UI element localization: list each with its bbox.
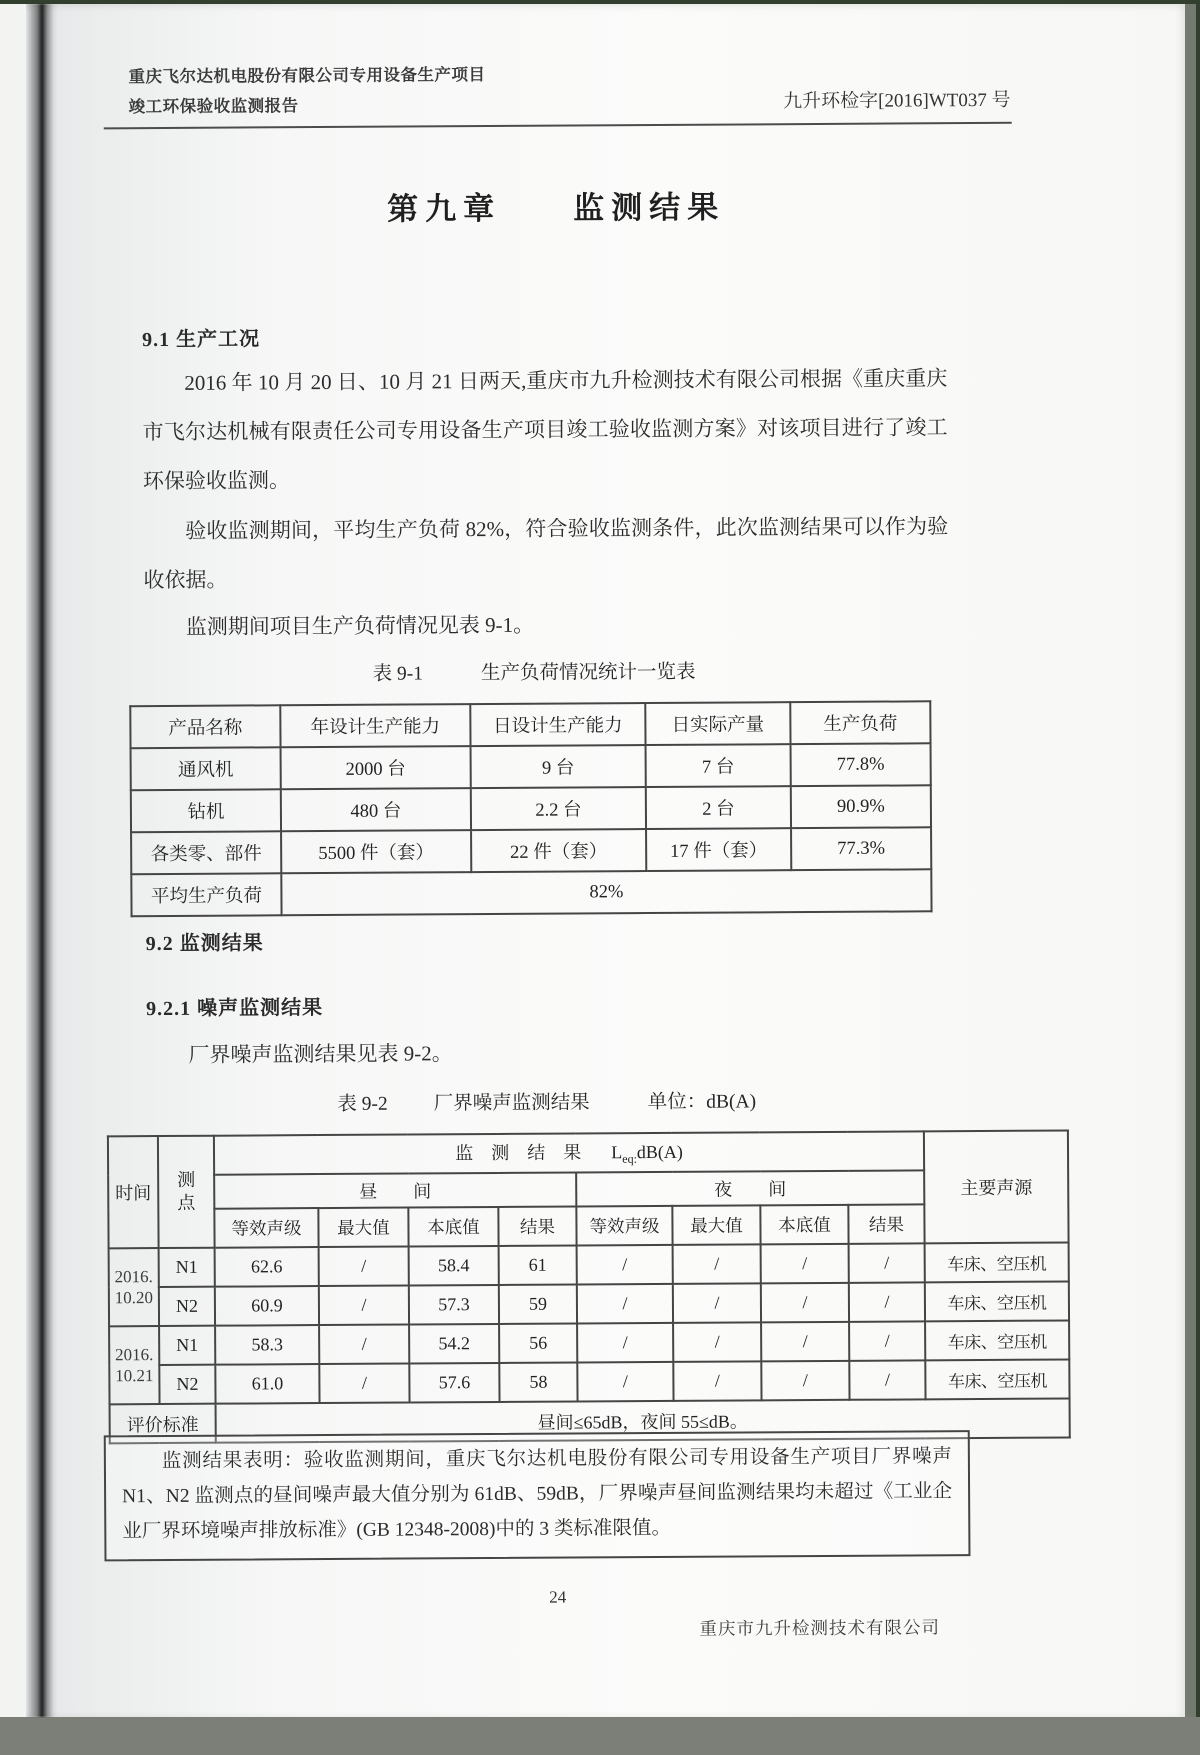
cell-annual: 2000 台 bbox=[281, 746, 471, 789]
section-9-1-paragraph-1: 2016 年 10 月 20 日、10 月 21 日两天,重庆市九升检测技术有限公司根据《重庆重庆市飞尔达机械有限责任公司专用设备生产项目竣工验收监测方案》对该项目进行了竣工环保验收监测。 bbox=[142, 366, 948, 494]
date-day: 10.20 bbox=[114, 1288, 154, 1308]
cell-night-background: / bbox=[761, 1283, 849, 1323]
cell-night-result: / bbox=[849, 1321, 925, 1360]
cell-daily-actual: 17 件（套） bbox=[646, 828, 791, 871]
cell-annual: 5500 件（套） bbox=[281, 830, 471, 873]
cell-standard-value: 昼间≤65dB，夜间 55≤dB。 bbox=[216, 1398, 1070, 1442]
paper-sheet bbox=[0, 4, 1185, 1717]
section-9-1-paragraph-3: 监测期间项目生产负荷情况见表 9-1。 bbox=[185, 612, 535, 639]
cell-annual: 480 台 bbox=[281, 788, 471, 831]
cell-day-max: / bbox=[319, 1286, 409, 1326]
subheader-day-background: 本底值 bbox=[408, 1207, 498, 1247]
cell-night-leq: / bbox=[577, 1362, 673, 1402]
header-daytime: 昼 间 bbox=[214, 1172, 576, 1208]
cell-daily-actual: 2 台 bbox=[646, 786, 791, 829]
header-project-title: 重庆飞尔达机电股份有限公司专用设备生产项目 bbox=[128, 65, 486, 87]
cell-day-background: 58.4 bbox=[409, 1246, 499, 1286]
cell-night-max: / bbox=[673, 1244, 761, 1284]
cell-day-max: / bbox=[319, 1364, 409, 1404]
scan-bottom-band bbox=[0, 1717, 1200, 1755]
cell-night-max: / bbox=[673, 1361, 761, 1401]
production-load-table bbox=[129, 700, 932, 917]
header-nighttime: 夜 间 bbox=[576, 1170, 924, 1206]
cell-day-background: 54.2 bbox=[409, 1324, 499, 1364]
header-main-source: 主要声源 bbox=[924, 1130, 1069, 1243]
cell-night-leq: / bbox=[577, 1245, 673, 1285]
table-9-2-caption bbox=[107, 1084, 987, 1117]
leq-label bbox=[611, 1142, 683, 1166]
subheader-day-leq: 等效声级 bbox=[214, 1208, 318, 1248]
conclusion-note-text: 监测结果表明：验收监测期间，重庆飞尔达机电股份有限公司专用设备生产项目厂界噪声 N1、N2 监测点的昼间噪声最大值分别为 61dB、59dB，厂界噪声昼间监测结果均未超过《工业企业厂界环境噪声排放标准》(GB 12348-2008)中的 3 类标准限值。 bbox=[122, 1446, 953, 1543]
header-report-title: 竣工环保验收监测报告 bbox=[128, 96, 299, 117]
cell-point: N1 bbox=[159, 1248, 215, 1287]
table-9-2-caption-label: 表 9-2 bbox=[337, 1093, 388, 1115]
header-results bbox=[214, 1131, 924, 1174]
table-9-1-caption bbox=[124, 654, 944, 687]
chapter-title bbox=[101, 180, 1011, 231]
table-9-2-caption-title: 厂界噪声监测结果 bbox=[433, 1092, 590, 1115]
cell-day-result: 59 bbox=[499, 1284, 577, 1323]
cell-day-max: / bbox=[319, 1325, 409, 1365]
cell-product: 各类零、部件 bbox=[131, 831, 281, 874]
subheader-day-result: 结果 bbox=[498, 1206, 576, 1245]
cell-load: 77.3% bbox=[791, 827, 931, 870]
cell-daily-actual: 7 台 bbox=[646, 744, 791, 787]
cell-day-leq: 58.3 bbox=[215, 1325, 319, 1365]
cell-night-background: / bbox=[761, 1322, 849, 1362]
cell-standard-label: 评价标准 bbox=[110, 1404, 216, 1444]
cell-load: 77.8% bbox=[791, 743, 931, 786]
page-number: 24 bbox=[549, 1587, 567, 1607]
header-divider bbox=[104, 122, 1012, 130]
cell-day-result: 61 bbox=[499, 1245, 577, 1284]
noise-header-row-1 bbox=[108, 1130, 1068, 1175]
column-header-load: 生产负荷 bbox=[790, 701, 930, 744]
cell-day-leq: 60.9 bbox=[215, 1286, 319, 1326]
cell-average-label: 平均生产负荷 bbox=[131, 873, 281, 916]
cell-source: 车床、空压机 bbox=[925, 1242, 1069, 1282]
noise-data-row bbox=[109, 1359, 1069, 1404]
leq-prefix: L bbox=[611, 1142, 623, 1163]
date-year: 2016. bbox=[114, 1266, 153, 1287]
subheader-day-max: 最大值 bbox=[318, 1208, 408, 1248]
table-row-average bbox=[131, 869, 931, 916]
header-doc-number: 九升环检字[2016]WT037 号 bbox=[783, 89, 1011, 113]
results-label: 监 测 结 果 bbox=[455, 1142, 582, 1164]
cell-night-result: / bbox=[849, 1282, 925, 1321]
cell-load: 90.9% bbox=[791, 785, 931, 828]
noise-monitoring-table bbox=[107, 1129, 1071, 1444]
cell-point: N1 bbox=[159, 1326, 215, 1365]
header-point bbox=[158, 1136, 215, 1248]
leq-subscript: eq: bbox=[622, 1151, 637, 1166]
cell-night-max: / bbox=[673, 1322, 761, 1362]
table-9-1-caption-label: 表 9-1 bbox=[372, 663, 424, 685]
cell-night-background: / bbox=[761, 1361, 849, 1401]
cell-night-leq: / bbox=[577, 1284, 673, 1324]
cell-day-result: 56 bbox=[499, 1323, 577, 1362]
cell-product: 钻机 bbox=[131, 789, 281, 832]
subheader-night-result: 结果 bbox=[848, 1204, 924, 1243]
table-9-1-caption-title: 生产负荷情况统计一览表 bbox=[480, 661, 696, 685]
chapter-name: 监测结果 bbox=[573, 189, 726, 226]
column-header-daily-capacity: 日设计生产能力 bbox=[470, 703, 645, 746]
noise-data-row bbox=[109, 1320, 1069, 1365]
table-9-2-caption-unit: 单位：dB(A) bbox=[647, 1091, 757, 1114]
column-header-product: 产品名称 bbox=[130, 705, 280, 748]
noise-data-row bbox=[109, 1242, 1069, 1287]
subheader-night-leq: 等效声级 bbox=[576, 1206, 672, 1246]
leq-suffix: dB(A) bbox=[636, 1142, 683, 1163]
cell-date bbox=[109, 1248, 159, 1326]
cell-product: 通风机 bbox=[131, 747, 281, 790]
column-header-annual-capacity: 年设计生产能力 bbox=[280, 704, 470, 747]
cell-night-leq: / bbox=[577, 1323, 673, 1363]
cell-average-value: 82% bbox=[281, 869, 931, 915]
cell-source: 车床、空压机 bbox=[925, 1320, 1069, 1360]
section-9-2-1-paragraph: 厂界噪声监测结果见表 9-2。 bbox=[188, 1041, 453, 1067]
cell-date bbox=[109, 1326, 159, 1404]
table-header-row bbox=[130, 701, 930, 748]
cell-day-max: / bbox=[319, 1247, 409, 1287]
cell-point: N2 bbox=[159, 1365, 215, 1404]
cell-night-result: / bbox=[849, 1243, 925, 1282]
cell-source: 车床、空压机 bbox=[925, 1281, 1069, 1321]
cell-point: N2 bbox=[159, 1287, 215, 1326]
header-point-label: 测点 bbox=[177, 1169, 196, 1213]
cell-night-background: / bbox=[761, 1244, 849, 1284]
date-year: 2016. bbox=[115, 1344, 154, 1365]
section-9-1-paragraph-2: 验收监测期间，平均生产负荷 82%，符合验收监测条件，此次监测结果可以作为验收依据。 bbox=[143, 514, 949, 593]
noise-data-row bbox=[109, 1281, 1069, 1326]
cell-source: 车床、空压机 bbox=[925, 1359, 1069, 1399]
table-row bbox=[131, 827, 931, 874]
subheader-night-max: 最大值 bbox=[672, 1205, 760, 1245]
cell-day-leq: 62.6 bbox=[215, 1247, 319, 1287]
cell-day-result: 58 bbox=[499, 1362, 577, 1401]
date-day: 10.21 bbox=[115, 1366, 154, 1386]
section-9-1-heading: 9.1 生产工况 bbox=[141, 328, 261, 352]
chapter-number: 第九章 bbox=[387, 190, 502, 227]
header-time bbox=[108, 1136, 159, 1248]
table-row bbox=[131, 785, 931, 832]
cell-day-background: 57.6 bbox=[409, 1363, 499, 1403]
cell-daily-design: 9 台 bbox=[471, 745, 646, 788]
cell-daily-design: 22 件（套） bbox=[471, 829, 646, 872]
cell-daily-design: 2.2 台 bbox=[471, 787, 646, 830]
cell-night-result: / bbox=[849, 1360, 925, 1399]
section-9-2-heading: 9.2 监测结果 bbox=[145, 932, 264, 956]
page-content bbox=[0, 1, 1195, 1721]
footer-company-name: 重庆市九升检测技术有限公司 bbox=[699, 1617, 940, 1639]
cell-day-background: 57.3 bbox=[409, 1285, 499, 1325]
subheader-night-background: 本底值 bbox=[760, 1205, 848, 1245]
header-time-label: 时间 bbox=[115, 1183, 152, 1204]
table-row bbox=[131, 743, 931, 790]
cell-day-leq: 61.0 bbox=[215, 1364, 319, 1404]
column-header-daily-actual: 日实际产量 bbox=[645, 702, 790, 745]
section-9-2-1-heading: 9.2.1 噪声监测结果 bbox=[146, 997, 324, 1021]
conclusion-note-box bbox=[104, 1430, 971, 1561]
cell-night-max: / bbox=[673, 1283, 761, 1323]
